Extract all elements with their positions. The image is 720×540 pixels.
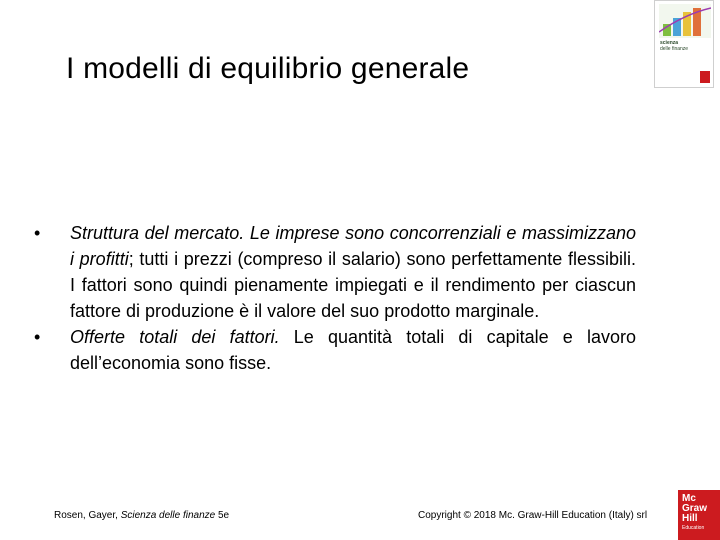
bullet-text: Le quantità totali di capitale e lavoro dell’economia sono fisse. <box>70 327 636 373</box>
footer-citation <box>54 510 229 521</box>
cover-title-line1: scienza <box>660 40 679 46</box>
bullet-dot-icon: • <box>34 327 41 347</box>
cover-chart-icon <box>659 4 711 38</box>
bullet-list <box>34 220 636 376</box>
logo-line2: Graw <box>682 503 708 514</box>
book-cover-thumbnail <box>654 0 714 88</box>
footer-edition: 5e <box>218 510 230 521</box>
bullet-lead: Offerte totali dei fattori. <box>70 327 280 347</box>
bullet-text: ; tutti i prezzi (compreso il salario) sono perfettamente flessibili. I fattori sono quindi pienamente impiegati e il rendimento per ciascun fattore di produzione è il valore del suo prodotto marginale. <box>70 249 636 321</box>
bullet-lead: Struttura del mercato. Le imprese sono concorrenziali e massimizzano i profitti <box>70 223 636 269</box>
footer-copyright: Copyright © 2018 Mc. Graw-Hill Education (Italy) srl <box>418 510 648 521</box>
bullet-dot-icon: • <box>34 223 41 243</box>
footer-book-title: Scienza delle finanze <box>120 510 216 521</box>
slide-title: I modelli di equilibrio generale <box>66 52 470 85</box>
bullet-item <box>34 324 636 376</box>
footer-authors: Rosen, Gayer, <box>54 510 118 521</box>
logo-line4: Education <box>682 525 705 531</box>
logo-line1: Mc <box>682 493 696 504</box>
logo-line3: Hill <box>682 513 698 524</box>
mcgraw-hill-logo <box>678 490 720 540</box>
bullet-item <box>34 220 636 324</box>
cover-title-line2: delle finanze <box>660 46 689 52</box>
cover-publisher-logo <box>700 71 710 83</box>
